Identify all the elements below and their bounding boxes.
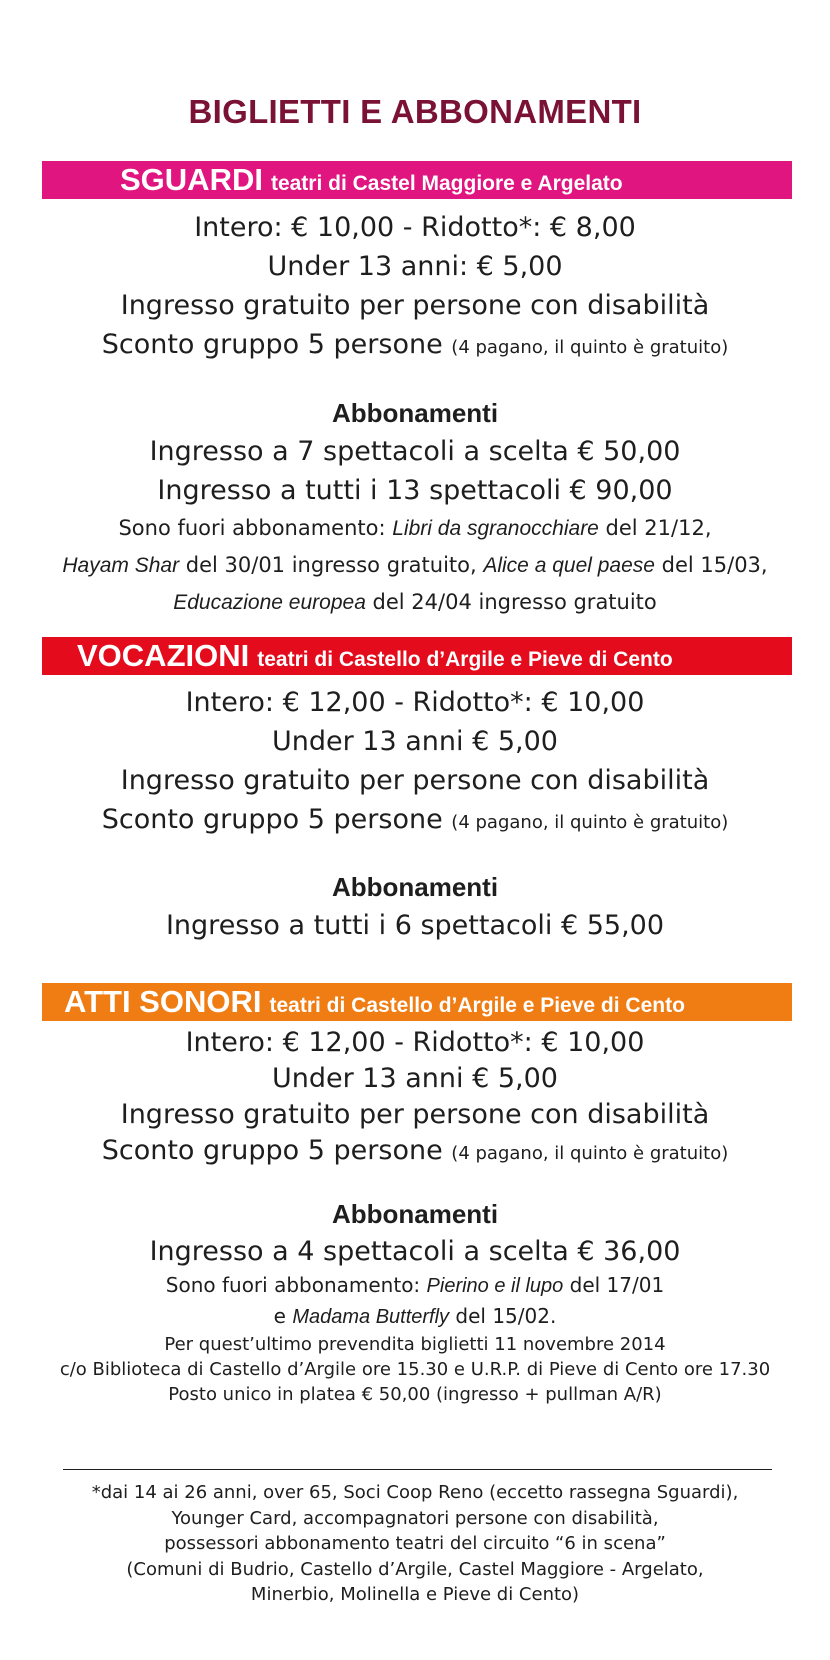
abbonamenti-heading: Abbonamenti [331,1199,499,1229]
price-disabled: Ingresso gratuito per persone con disabilità [120,765,710,796]
atti-sonori-prices [0,1025,830,1172]
exclusion-line-3: Educazione europea del 24/04 ingresso gratuito [173,590,657,614]
footnote [0,1480,830,1608]
prevendita-note: Per quest’ultimo prevendita biglietti 11 novembre 2014 [164,1334,666,1355]
price-disabled: Ingresso gratuito per persone con disabilità [120,1099,710,1130]
prevendita-location: c/o Biblioteca di Castello d’Argile ore 15.30 e U.R.P. di Pieve di Cento ore 17.30 [59,1359,771,1380]
price-under13: Under 13 anni: € 5,00 [267,251,563,282]
show-title: Hayam Shar [62,554,180,577]
section-banner-sguardi [42,161,792,199]
price-under13: Under 13 anni € 5,00 [272,1063,558,1094]
vocazioni-abbonamenti [0,868,830,945]
page-title: BIGLIETTI E ABBONAMENTI [188,93,642,130]
group-note: (4 pagano, il quinto è gratuito) [451,337,729,358]
group-note: (4 pagano, il quinto è gratuito) [451,812,729,833]
section-subtitle: teatri di Castello d’Argile e Pieve di Cento [257,648,673,671]
show-title: Alice a quel paese [483,554,655,577]
section-banner-vocazioni [42,637,792,675]
abbonamento-option-1: Ingresso a tutti i 6 spettacoli € 55,00 [165,910,665,941]
price-group [0,1133,830,1172]
price-group [0,325,830,367]
price-intero-ridotto: Intero: € 10,00 - Ridotto*: € 8,00 [194,212,636,243]
show-title: Pierino e il lupo [426,1275,564,1297]
price-under13: Under 13 anni € 5,00 [272,726,558,757]
price-intero-ridotto: Intero: € 12,00 - Ridotto*: € 10,00 [185,1027,645,1058]
footnote-line-1: *dai 14 ai 26 anni, over 65, Soci Coop Reno (eccetto rassegna Sguardi), [91,1482,739,1503]
price-group [0,800,830,842]
abbonamento-option-1: Ingresso a 4 spettacoli a scelta € 36,00 [149,1236,681,1267]
price-disabled: Ingresso gratuito per persone con disabilità [120,290,710,321]
show-title: Educazione europea [173,591,366,614]
section-subtitle: teatri di Castel Maggiore e Argelato [270,172,623,195]
group-text: Sconto gruppo 5 persone [101,329,443,360]
footnote-line-3: possessori abbonamento teatri del circuito “6 in scena” [164,1533,666,1554]
abbonamento-option-1: Ingresso a 7 spettacoli a scelta € 50,00 [149,436,681,467]
sguardi-prices [0,208,830,367]
section-name: ATTI SONORI [64,984,262,1019]
footnote-line-2: Younger Card, accompagnatori persone con disabilità, [171,1507,659,1529]
exclusion-line-1: Sono fuori abbonamento: Pierino e il lupo del 17/01 [165,1273,665,1297]
exclusion-line-2: Hayam Shar del 30/01 ingresso gratuito, Alice a quel paese del 15/03, [62,553,768,577]
section-banner-atti-sonori [42,983,792,1021]
price-intero-ridotto: Intero: € 12,00 - Ridotto*: € 10,00 [185,687,645,718]
section-subtitle: teatri di Castello d’Argile e Pieve di Cento [269,994,685,1017]
show-title: Madama Butterfly [292,1306,450,1328]
sguardi-abbonamenti [0,394,830,621]
exclusion-line-1: Sono fuori abbonamento: Libri da sgranocchiare del 21/12, [118,516,712,540]
group-text: Sconto gruppo 5 persone [101,804,443,835]
vocazioni-prices [0,683,830,842]
exclusion-line-2: e Madama Butterfly del 15/02. [273,1304,557,1328]
section-name: VOCAZIONI [77,638,250,673]
abbonamenti-heading: Abbonamenti [331,398,499,428]
group-text: Sconto gruppo 5 persone [101,1135,443,1166]
abbonamenti-heading: Abbonamenti [331,872,499,902]
show-title: Libri da sgranocchiare [392,517,599,540]
abbonamento-option-2: Ingresso a tutti i 13 spettacoli € 90,00 [157,475,673,506]
section-name: SGUARDI [120,162,263,197]
footnote-divider [63,1469,772,1470]
group-note: (4 pagano, il quinto è gratuito) [451,1143,729,1164]
atti-sonori-abbonamenti [0,1195,830,1407]
footnote-line-4: (Comuni di Budrio, Castello d’Argile, Castel Maggiore - Argelato, [126,1558,704,1580]
footnote-line-5: Minerbio, Molinella e Pieve di Cento) [250,1584,580,1605]
posto-unico-price: Posto unico in platea € 50,00 (ingresso + pullman A/R) [168,1384,662,1405]
